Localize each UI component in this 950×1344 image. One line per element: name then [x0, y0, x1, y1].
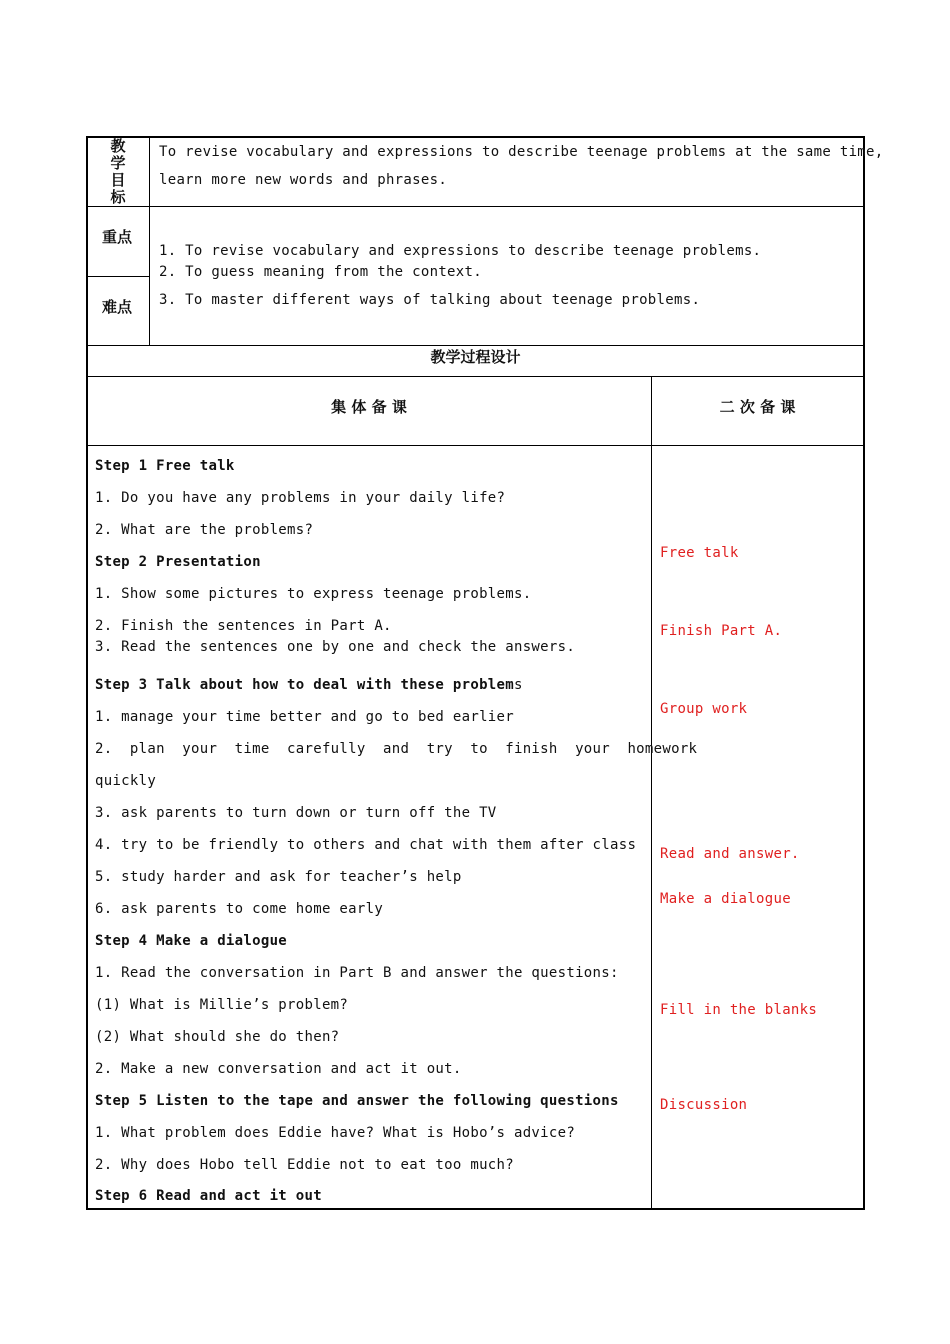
step4-item-3: (2) What should she do then? [95, 1029, 340, 1045]
note-make-dialogue: Make a dialogue [660, 891, 791, 907]
step1-item-2: 2. What are the problems? [95, 522, 314, 538]
process-title: 教学过程设计 [430, 348, 521, 366]
step1-item-1: 1. Do you have any problems in your daily life? [95, 490, 506, 506]
label-column-divider [149, 137, 150, 346]
step1-title: Step 1 Free talk [95, 458, 235, 474]
note-discussion: Discussion [660, 1097, 748, 1113]
step6-title: Step 6 Read and act it out [95, 1188, 322, 1204]
secondary-header: 二 次 备 课 [719, 398, 796, 416]
step3-item-3: 3. ask parents to turn down or turn off the TV [95, 805, 497, 821]
objectives-label: 教学目标 [110, 137, 126, 206]
step2-item-2: 2. Finish the sentences in Part A. [95, 618, 392, 634]
step3-title-main: Step 3 Talk about how to deal with these problem [95, 677, 514, 693]
step3-item-2: 2. plan your time carefully and try to finish your homework [95, 741, 698, 757]
objectives-line-2: learn more new words and phrases. [159, 172, 448, 188]
note-free-talk: Free talk [660, 545, 739, 561]
row-divider-process-title [87, 376, 864, 377]
step3-item-5: 5. study harder and ask for teacher’s help [95, 869, 462, 885]
step2-item-1: 1. Show some pictures to express teenage problems. [95, 586, 532, 602]
step3-item-1: 1. manage your time better and go to bed earlier [95, 709, 514, 725]
step5-item-2: 2. Why does Hobo tell Eddie not to eat too much? [95, 1157, 514, 1173]
step3-item-6: 6. ask parents to come home early [95, 901, 384, 917]
points-line-3: 3. To master different ways of talking about teenage problems. [159, 292, 701, 308]
note-group-work: Group work [660, 701, 748, 717]
note-read-and-answer: Read and answer. [660, 846, 800, 862]
points-line-1: 1. To revise vocabulary and expressions to describe teenage problems. [159, 243, 762, 259]
table-border-bottom [86, 1208, 865, 1210]
row-divider-objectives [87, 206, 864, 207]
note-finish-part-a: Finish Part A. [660, 623, 783, 639]
step3-item-4: 4. try to be friendly to others and chat with them after class [95, 837, 637, 853]
step2-item-3: 3. Read the sentences one by one and check the answers. [95, 639, 576, 655]
step3-item-2-cont: quickly [95, 773, 157, 789]
points-line-2: 2. To guess meaning from the context. [159, 264, 482, 280]
table-border-top [86, 136, 865, 138]
step4-item-1: 1. Read the conversation in Part B and answer the questions: [95, 965, 619, 981]
table-border-right [863, 136, 865, 1210]
table-border-left [86, 136, 88, 1210]
step4-item-4: 2. Make a new conversation and act it out. [95, 1061, 462, 1077]
step5-item-1: 1. What problem does Eddie have? What is Hobo’s advice? [95, 1125, 576, 1141]
row-divider-column-headers [87, 445, 864, 446]
collective-header: 集 体 备 课 [331, 398, 407, 416]
step4-item-2: (1) What is Millie’s problem? [95, 997, 349, 1013]
difficulties-label: 难点 [102, 298, 133, 316]
step3-title-tail: s [513, 677, 523, 693]
column-divider-main [651, 377, 652, 1209]
row-divider-keypoints [87, 276, 150, 277]
key-points-label: 重点 [102, 228, 133, 246]
step4-title: Step 4 Make a dialogue [95, 933, 288, 949]
step3-title [95, 677, 523, 693]
step5-title: Step 5 Listen to the tape and answer the following questions [95, 1093, 619, 1109]
note-fill-blanks: Fill in the blanks [660, 1002, 818, 1018]
objectives-line-1: To revise vocabulary and expressions to describe teenage problems at the same time, [159, 144, 884, 160]
step2-title: Step 2 Presentation [95, 554, 261, 570]
